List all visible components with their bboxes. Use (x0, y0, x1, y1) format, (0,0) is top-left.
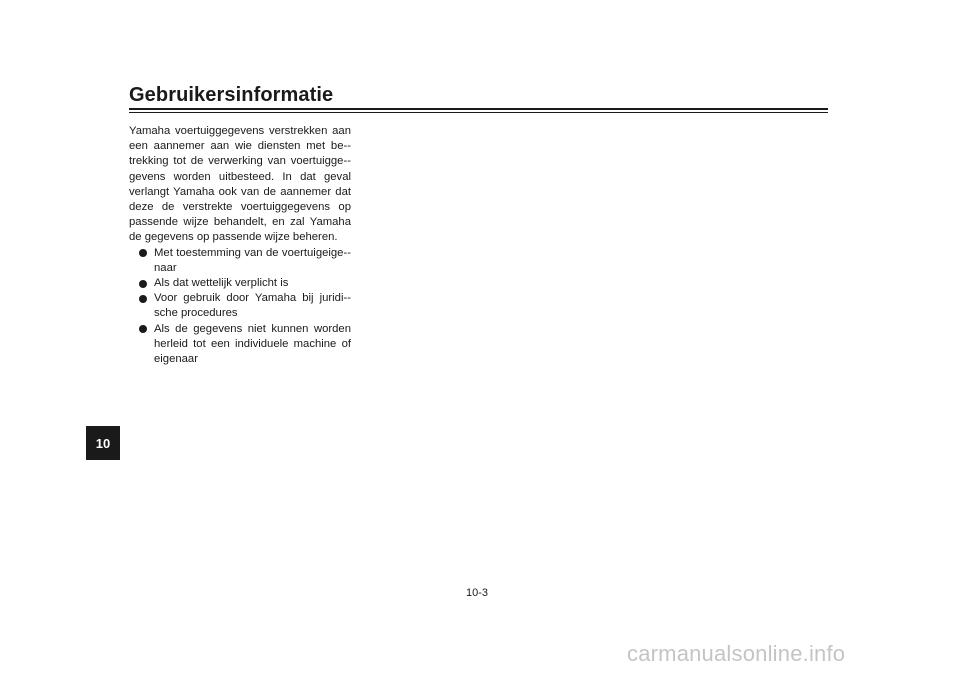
list-item-text: Voor gebruik door Yamaha bij juridi-sche procedures (154, 292, 351, 320)
bullet-icon (139, 325, 147, 333)
body-column (129, 124, 351, 367)
header-rule-thick (129, 108, 828, 110)
list-item-text: Als de gegevens niet kunnen worden herleid tot een individuele machine of eigenaar (154, 322, 351, 366)
bullet-icon (139, 295, 147, 303)
list-item (129, 322, 351, 368)
list-item (129, 246, 351, 276)
watermark: carmanualsonline.info (627, 641, 846, 666)
bullet-icon (139, 280, 147, 288)
page-title: Gebruikersinformatie (129, 84, 334, 106)
list-item-text: Met toestemming van de voertuigeige-naar (154, 246, 351, 274)
list-item-text: Als dat wettelijk verplicht is (154, 277, 289, 290)
page-number: 10-3 (466, 587, 489, 599)
chapter-tab: 10 (86, 426, 120, 460)
bullet-list (129, 246, 351, 368)
list-item (129, 291, 351, 321)
list-item (129, 276, 351, 291)
header-rule-thin (129, 112, 828, 113)
bullet-icon (139, 249, 147, 257)
body-paragraph: Yamaha voertuiggegevens verstrekken aan een aannemer aan wie diensten met be-trekking tot de verwerking van voertuigge-gevens worden uitbesteed. In dat geval verlangt Yamaha ook van de aannemer dat deze de verstrekte voertuiggegevens op passende wijze behandelt, en zal Yamaha de gegevens op passende wijze beheren. (129, 125, 351, 244)
